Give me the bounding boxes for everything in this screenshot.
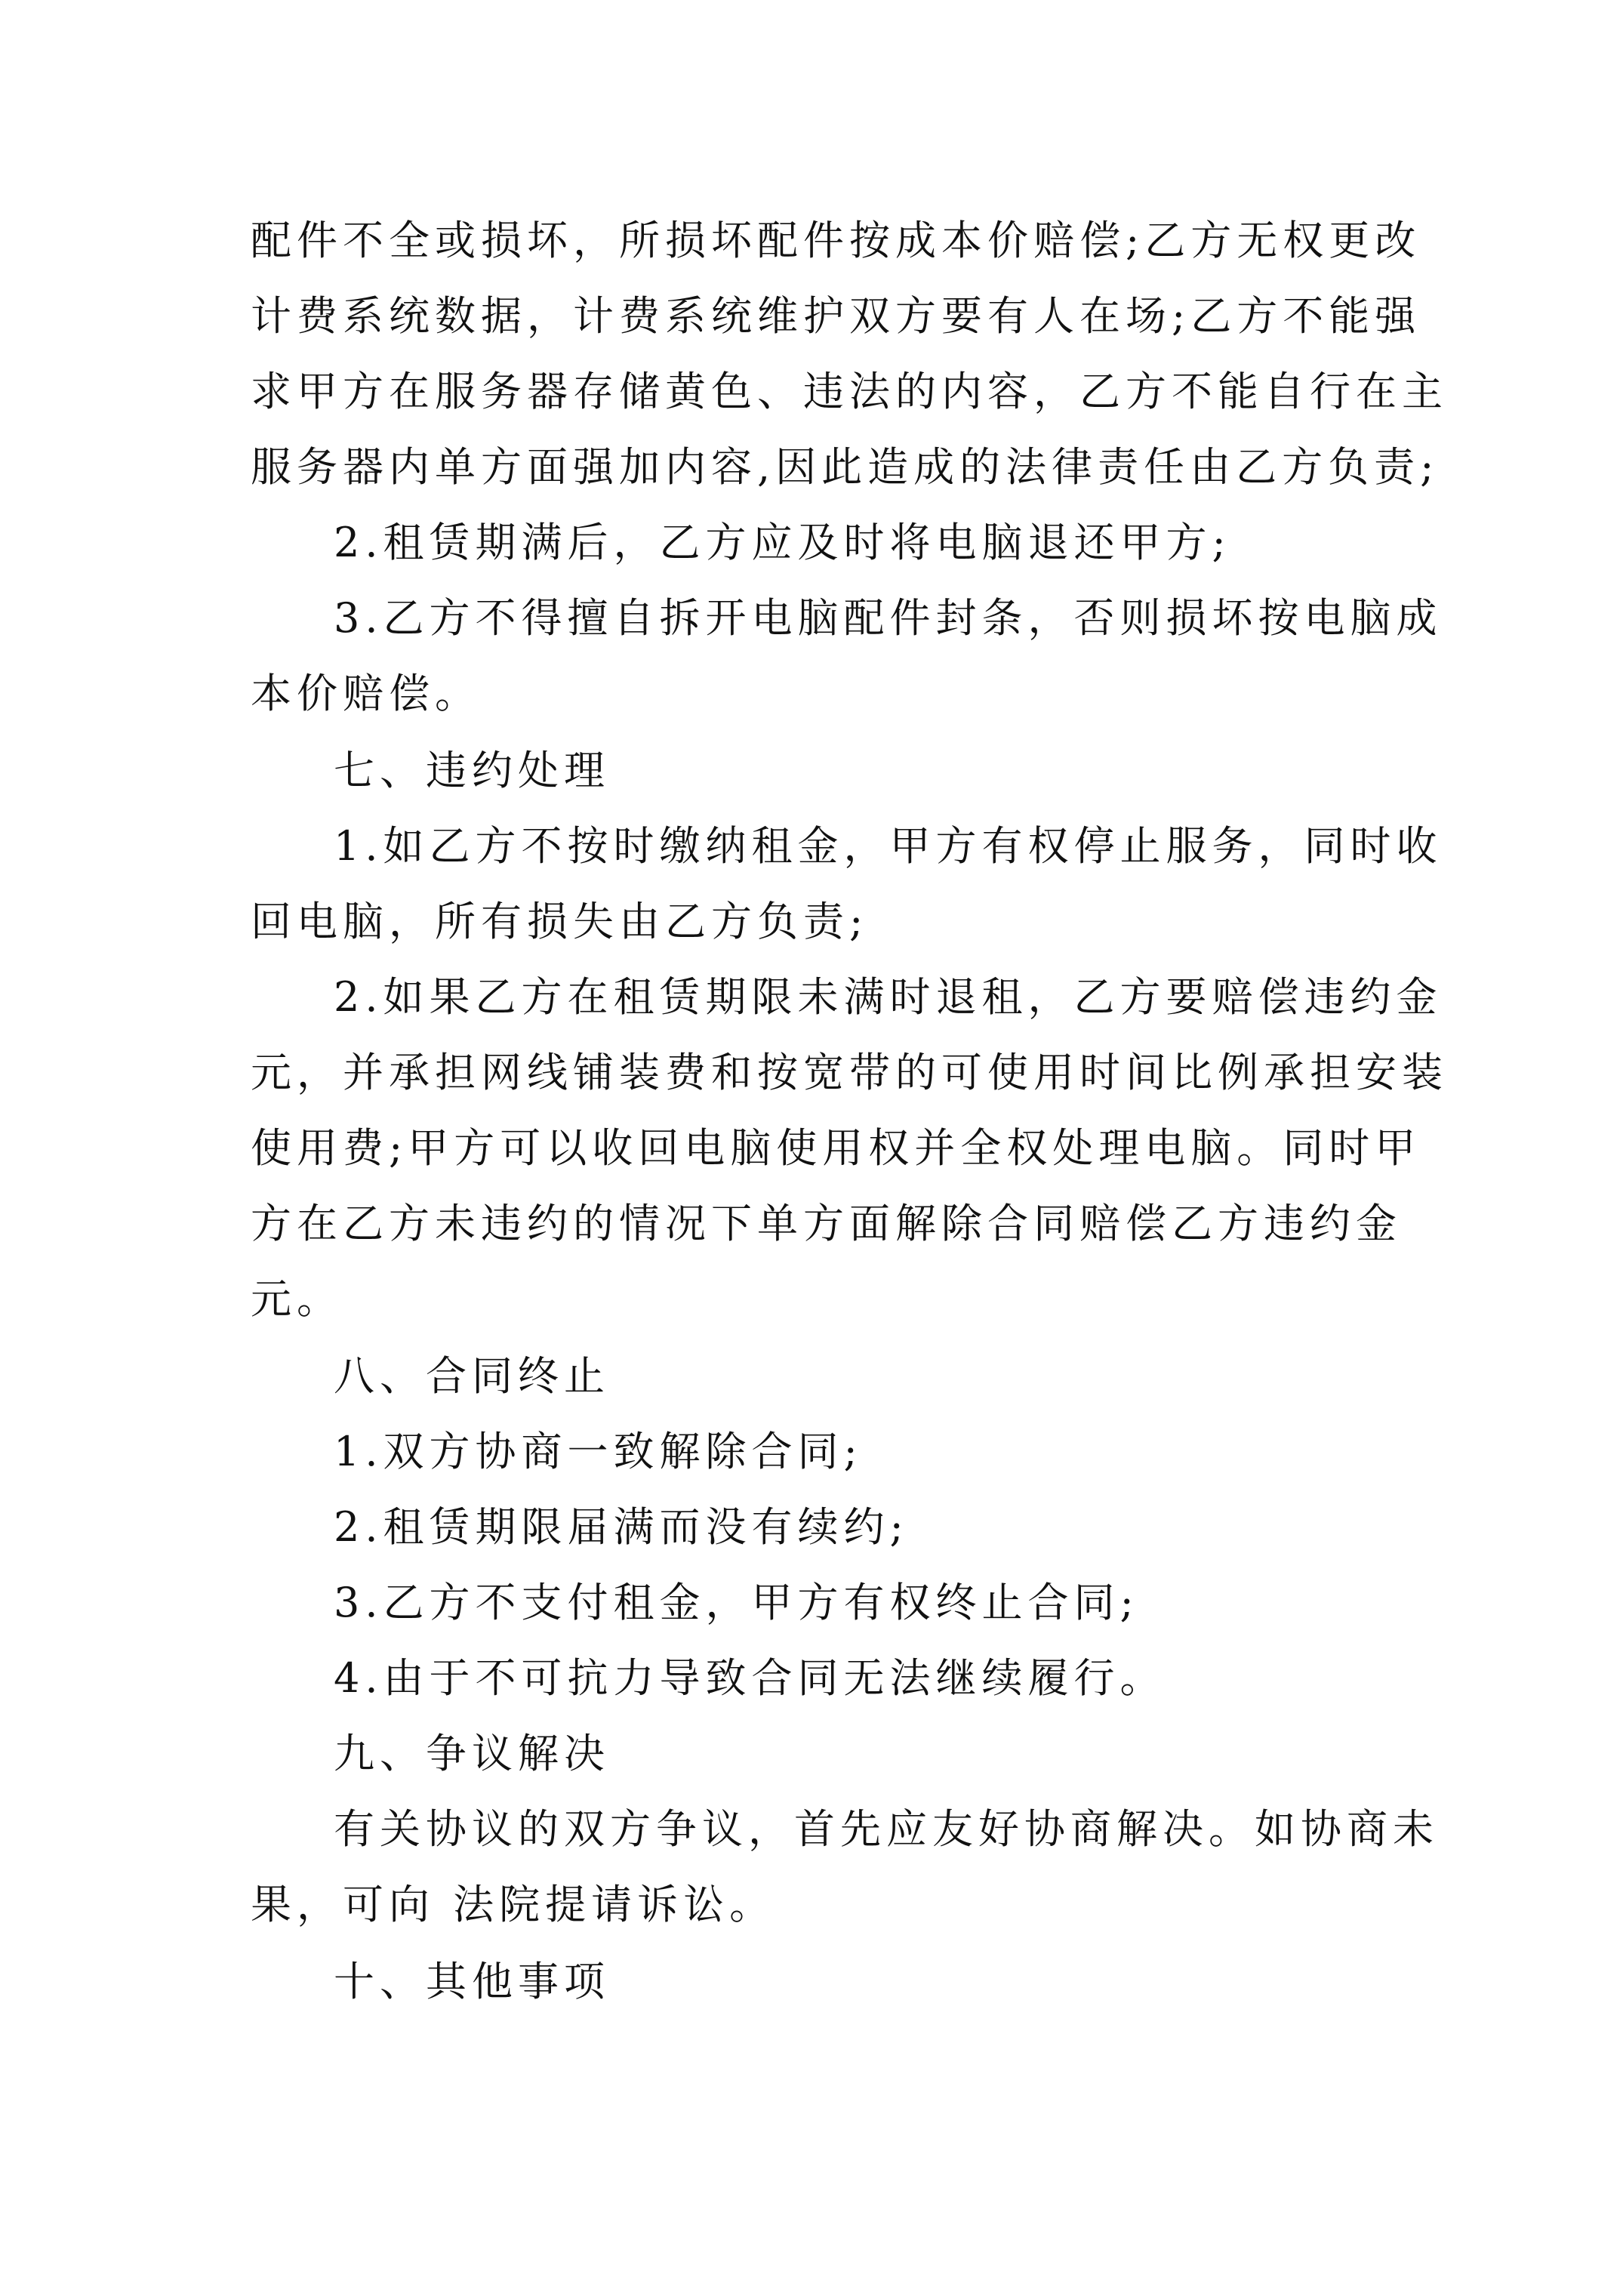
text-line: 3.乙方不得擅自拆开电脑配件封条，否则损坏按电脑成 [334, 594, 1443, 642]
text-line: 2.租赁期限届满而没有续约; [334, 1503, 909, 1551]
text-line: 果，可向 法院提请诉讼。 [251, 1881, 776, 1928]
text-line: 求甲方在服务器存储黄色、违法的内容，乙方不能自行在主 [251, 368, 1448, 415]
section-heading: 十、其他事项 [334, 1958, 610, 2005]
text-line: 使用费;甲方可以收回电脑使用权并全权处理电脑。同时甲 [251, 1124, 1421, 1172]
text-line: 3.乙方不支付租金，甲方有权终止合同; [334, 1579, 1139, 1626]
text-line: 计费系统数据，计费系统维护双方要有人在场;乙方不能强 [251, 292, 1421, 340]
text-line: 4.由于不可抗力导致合同无法继续履行。 [334, 1654, 1166, 1702]
text-line: 1.如乙方不按时缴纳租金，甲方有权停止服务，同时收 [334, 822, 1443, 870]
section-heading: 八、合同终止 [334, 1352, 610, 1400]
text-line: 2.租赁期满后，乙方应及时将电脑退还甲方; [334, 519, 1231, 566]
text-line: 本价赔偿。 [251, 670, 481, 717]
text-line: 方在乙方未违约的情况下单方面解除合同赔偿乙方违约金 [251, 1200, 1402, 1247]
text-line: 回电脑，所有损失由乙方负责; [251, 898, 869, 945]
text-line: 配件不全或损坏，所损坏配件按成本价赔偿;乙方无权更改 [251, 217, 1421, 264]
section-heading: 七、违约处理 [334, 747, 610, 794]
text-line: 元，并承担网线铺装费和按宽带的可使用时间比例承担安装 [251, 1049, 1448, 1096]
text-line: 服务器内单方面强加内容,因此造成的法律责任由乙方负责; [251, 443, 1440, 491]
text-line: 元。 [251, 1275, 343, 1323]
text-line: 有关协议的双方争议，首先应友好协商解决。如协商未 [334, 1805, 1439, 1853]
text-line: 2.如果乙方在租赁期限未满时退租，乙方要赔偿违约金 [334, 973, 1443, 1021]
text-line: 1.双方协商一致解除合同; [334, 1428, 863, 1475]
section-heading: 九、争议解决 [334, 1730, 610, 1777]
